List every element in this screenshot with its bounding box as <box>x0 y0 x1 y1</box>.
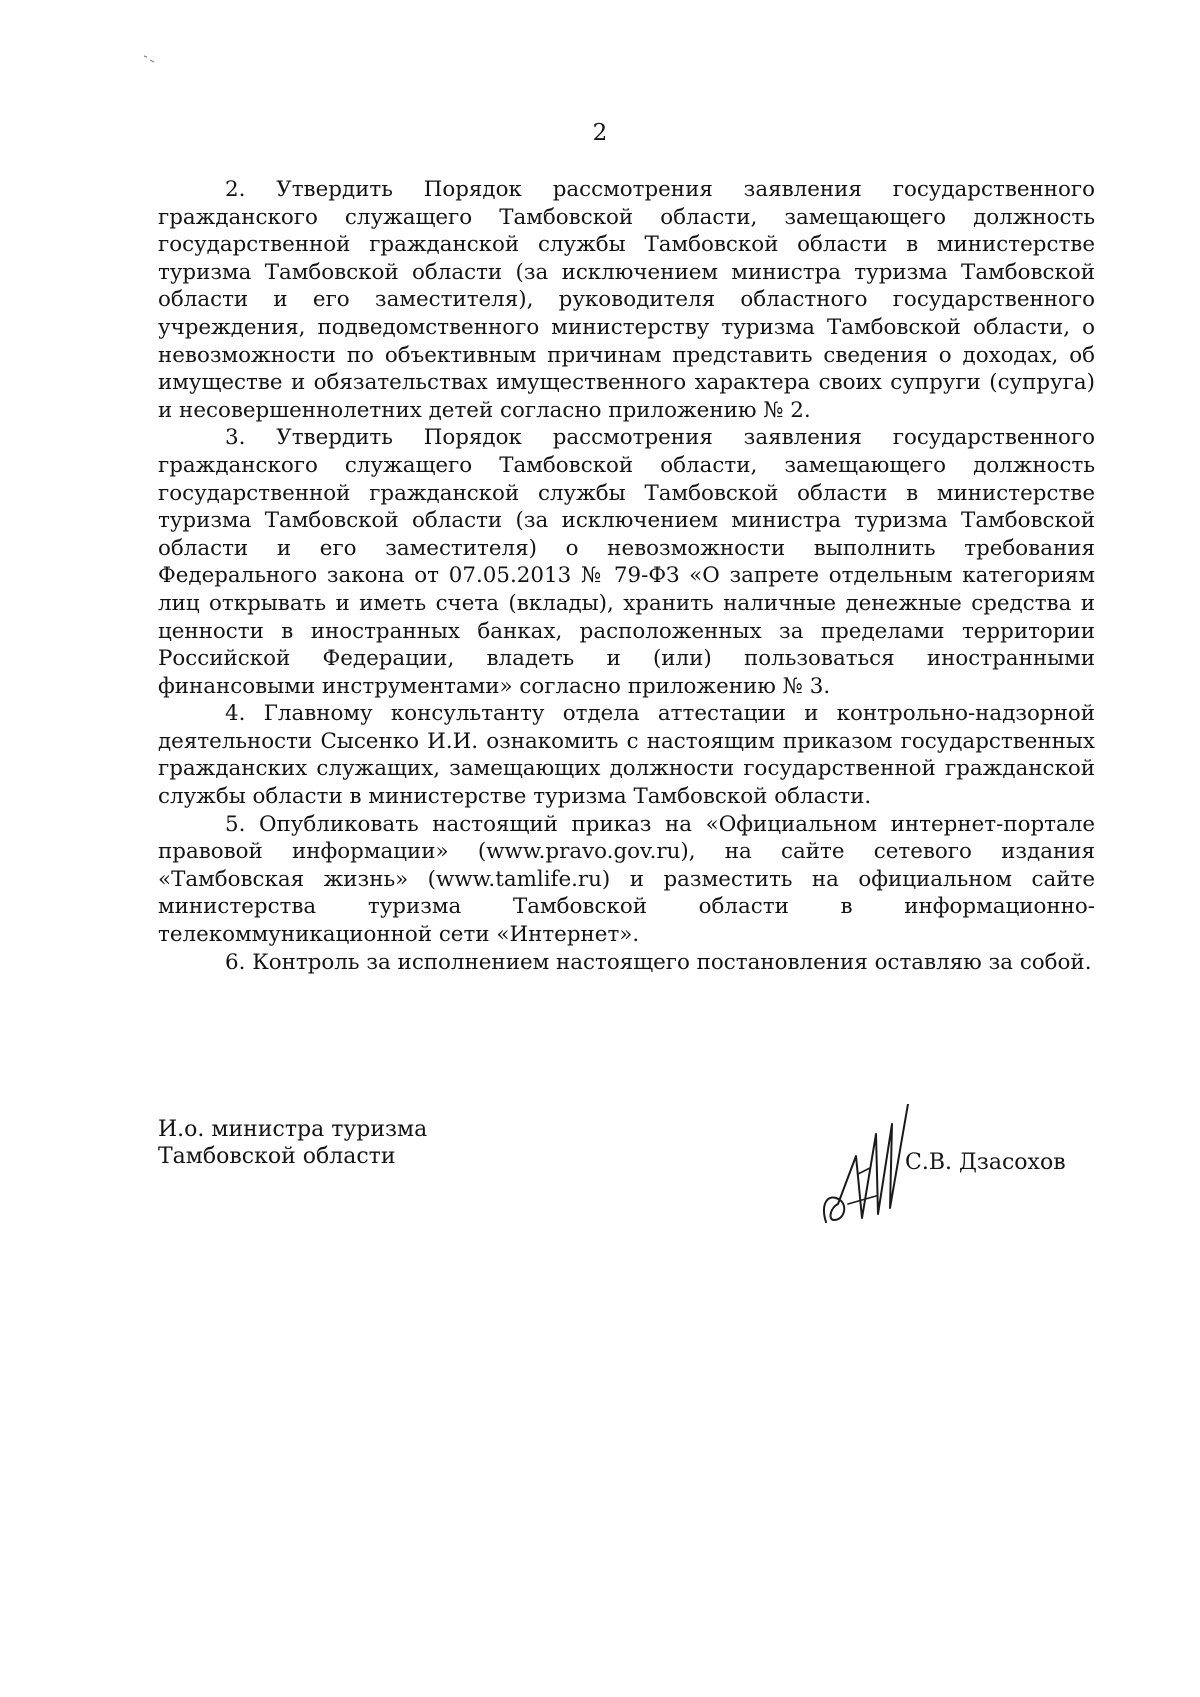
paragraph-6: 6. Контроль за исполнением настоящего постановления оставляю за собой. <box>225 949 1092 975</box>
handwritten-signature <box>818 1104 918 1224</box>
paragraph-2: 2. Утвердить Порядок рассмотрения заявления государственного гражданского служащего Тамбовской области, замещающего должность государственной гражданской службы Тамбовской области в министерстве туризма Тамбовской области (за исключением министра туризма Тамбовской области и его заместителя), руководителя областного государственного учреждения, подведомственного министерству туризма Тамбовской области, о невозможности по объективным причинам представить сведения о доходах, об имуществе и обязательствах имущественного характера своих супруги (супруга) и несовершеннолетних детей согласно приложению № 2. <box>158 177 1095 423</box>
document-body <box>158 176 1095 976</box>
scan-speck <box>140 52 170 72</box>
signatory-position-line-1: И.о. министра туризма <box>158 1117 428 1142</box>
paragraph-3: 3. Утвердить Порядок рассмотрения заявления государственного гражданского служащего Тамбовской области, замещающего должность государственной гражданской службы Тамбовской области в министерстве туризма Тамбовской области (за исключением министра туризма Тамбовской области и его заместителя) о невозможности выполнить требования Федерального закона от 07.05.2013 № 79-ФЗ «О запрете отдельным категориям лиц открывать и иметь счета (вклады), хранить наличные денежные средства и ценности в иностранных банках, расположенных за пределами территории Российской Федерации, владеть и (или) пользоваться иностранными финансовыми инструментами» согласно приложению № 3. <box>158 425 1095 699</box>
signatory-name: С.В. Дзасохов <box>905 1150 1066 1175</box>
page-number: 2 <box>592 120 608 146</box>
paragraph-5: 5. Опубликовать настоящий приказ на «Официальном интернет-портале правовой информации» (www.pravo.gov.ru), на сайте сетевого издания «Тамбовская жизнь» (www.tamlife.ru) и разместить на официальном сайте министерства туризма Тамбовской области в информационно-телекоммуникационной сети «Интернет». <box>158 811 1095 948</box>
signatory-position <box>158 1116 427 1170</box>
signatory-position-line-2: Тамбовской области <box>158 1144 396 1169</box>
paragraph-4: 4. Главному консультанту отдела аттестации и контрольно-надзорной деятельности Сысенко И.И. ознакомить с настоящим приказом государственных гражданских служащих, замещающих должности государственной гражданской службы области в министерстве туризма Тамбовской области. <box>158 701 1095 810</box>
